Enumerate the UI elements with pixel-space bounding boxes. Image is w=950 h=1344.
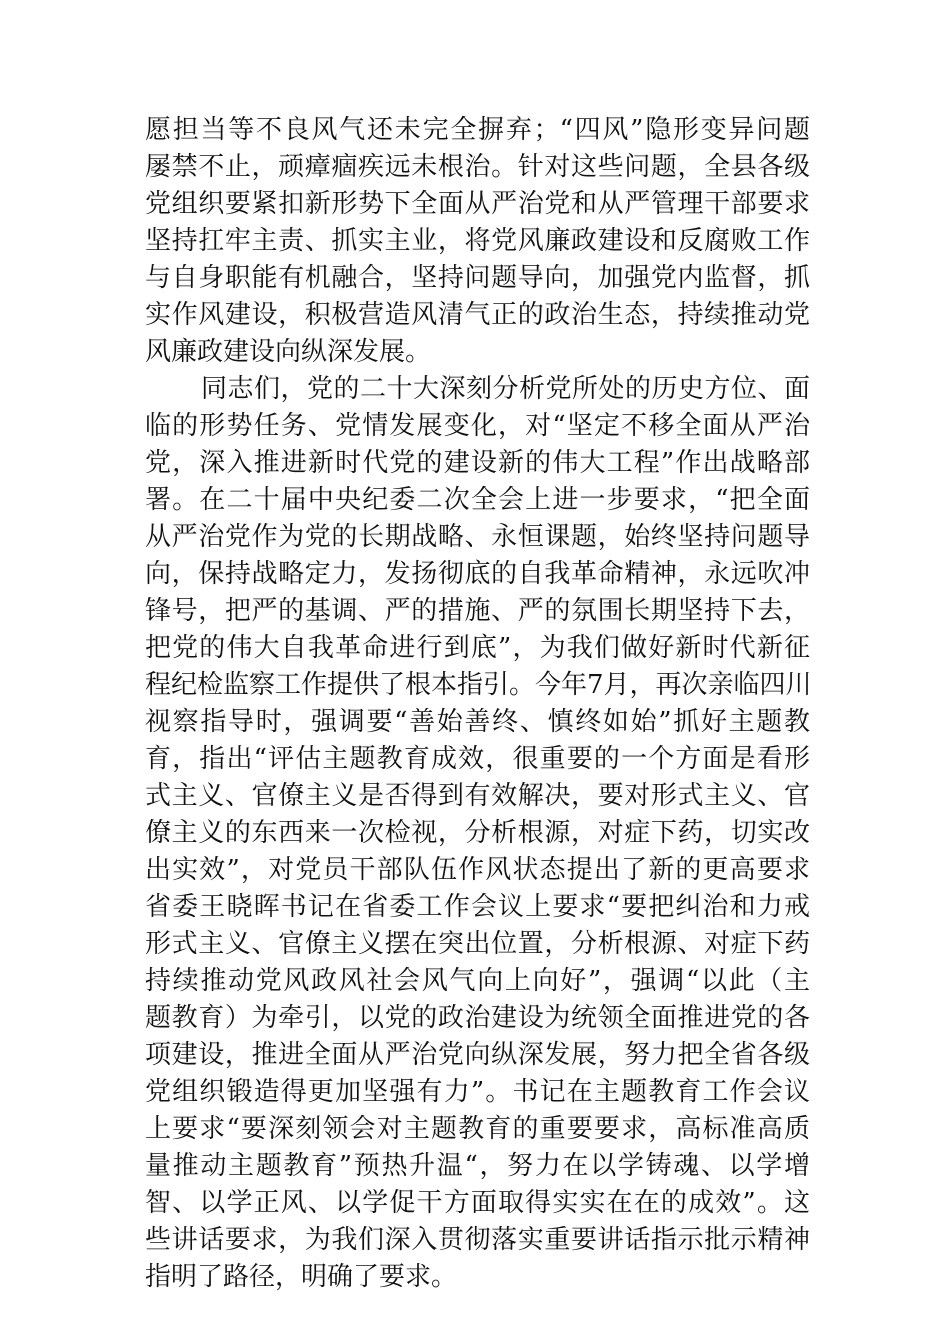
text-line: 育，指出“评估主题教育成效，很重要的一个方面是看形 xyxy=(145,744,810,774)
text-line: 视察指导时，强调要“善始善终、慎终如始”抓好主题教 xyxy=(145,707,810,737)
text-line: 同志们，党的二十大深刻分析党所处的历史方位、面 xyxy=(201,374,810,404)
text-line: 风廉政建设向纵深发展。 xyxy=(145,337,432,367)
document-body xyxy=(145,112,810,1296)
text-line: 党，深入推进新时代党的建设新的伟大工程”作出战略部 xyxy=(145,448,810,478)
text-line: 向，保持战略定力，发扬彻底的自我革命精神，永远吹冲 xyxy=(145,559,810,589)
text-line: 署。在二十届中央纪委二次全会上进一步要求，“把全面 xyxy=(145,485,810,515)
text-line: 上要求“要深刻领会对主题教育的重要要求，高标准高质 xyxy=(145,1114,810,1144)
text-line: 智、以学正风、以学促干方面取得实实在在的成效”。这 xyxy=(145,1188,810,1218)
text-line: 题教育）为牵引，以党的政治建设为统领全面推进党的各 xyxy=(145,1003,810,1033)
text-line: 党组织锻造得更加坚强有力”。书记在主题教育工作会议 xyxy=(145,1077,810,1107)
text-line: 出实效”，对党员干部队伍作风状态提出了新的更高要求 xyxy=(145,855,810,885)
text-line: 实作风建设，积极营造风清气正的政治生态，持续推动党 xyxy=(145,300,810,330)
text-line: 屡禁不止，顽瘴痼疾远未根治。针对这些问题，全县各级 xyxy=(145,152,810,182)
text-line: 与自身职能有机融合，坚持问题导向，加强党内监督，抓 xyxy=(145,263,810,293)
text-line: 党组织要紧扣新形势下全面从严治党和从严管理干部要求 xyxy=(145,189,810,219)
text-line: 些讲话要求，为我们深入贯彻落实重要讲话指示批示精神 xyxy=(145,1225,810,1255)
text-line: 坚持扛牢主责、抓实主业，将党风廉政建设和反腐败工作 xyxy=(145,226,810,256)
text-line: 把党的伟大自我革命进行到底”，为我们做好新时代新征 xyxy=(145,633,810,663)
text-line: 指明了路径，明确了要求。 xyxy=(145,1262,458,1292)
text-line: 临的形势任务、党情发展变化，对“坚定不移全面从严治 xyxy=(145,411,810,441)
text-line: 省委王晓晖书记在省委工作会议上要求“要把纠治和力戒 xyxy=(145,892,810,922)
text-line: 形式主义、官僚主义摆在突出位置，分析根源、对症下药 xyxy=(145,929,810,959)
text-line: 僚主义的东西来一次检视，分析根源，对症下药，切实改 xyxy=(145,818,810,848)
text-line: 项建设，推进全面从严治党向纵深发展，努力把全省各级 xyxy=(145,1040,810,1070)
text-line: 式主义、官僚主义是否得到有效解决，要对形式主义、官 xyxy=(145,781,810,811)
paragraph xyxy=(145,371,810,1296)
text-line: 锋号，把严的基调、严的措施、严的氛围长期坚持下去， xyxy=(145,596,810,626)
text-line: 量推动主题教育”预热升温“，努力在以学铸魂、以学增 xyxy=(145,1151,810,1181)
text-line: 愿担当等不良风气还未完全摒弃；“四风”隐形变异问题 xyxy=(145,115,810,145)
text-line: 从严治党作为党的长期战略、永恒课题，始终坚持问题导 xyxy=(145,522,810,552)
paragraph xyxy=(145,112,810,371)
text-line: 持续推动党风政风社会风气向上向好”，强调“以此（主 xyxy=(145,966,810,996)
text-line: 程纪检监察工作提供了根本指引。今年7月，再次亲临四川 xyxy=(145,670,812,700)
